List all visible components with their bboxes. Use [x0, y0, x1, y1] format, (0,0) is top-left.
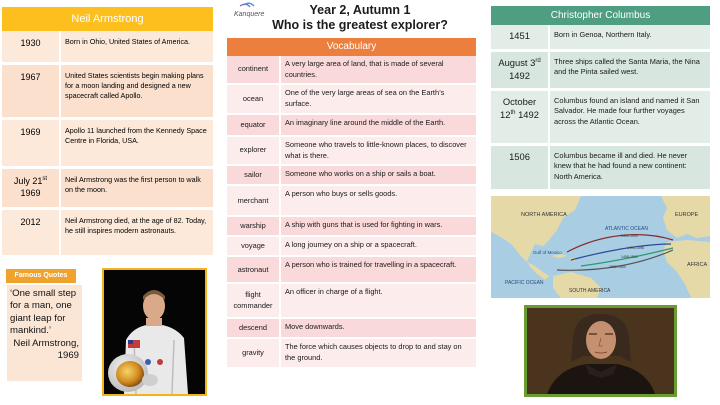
map-label-south-america: SOUTH AMERICA — [569, 288, 611, 294]
term-cell: explorer — [227, 136, 280, 165]
table-row — [227, 283, 476, 318]
definition-cell: A long journey on a ship or a spacecraft. — [280, 236, 476, 256]
map-label-pacific: PACIFIC OCEAN — [505, 280, 544, 286]
map-label-north-america: NORTH AMERICA — [521, 212, 567, 218]
armstrong-header: Neil Armstrong — [2, 7, 213, 31]
event-cell: Born in Ohio, United States of America. — [60, 31, 213, 63]
page-title — [240, 3, 480, 33]
event-cell: Columbus became ill and died. He never knew that he had found a new continent: North America. — [549, 144, 710, 190]
term-cell: descend — [227, 318, 280, 338]
term-cell: flight commander — [227, 283, 280, 318]
definition-cell: A person who is trained for travelling in a spacecraft. — [280, 256, 476, 283]
definition-cell: An imaginary line around the middle of the Earth. — [280, 114, 476, 136]
definition-cell: A very large area of land, that is made of several countries. — [280, 56, 476, 84]
year-text: August 3rd 1492 — [498, 56, 541, 82]
term-cell: merchant — [227, 185, 280, 216]
event-cell: Columbus found an island and named it San Salvador. He made four further voyages across the Atlantic Ocean. — [549, 89, 710, 144]
table-row — [2, 63, 213, 118]
vocabulary-panel — [227, 38, 476, 369]
year-cell — [491, 50, 549, 89]
event-cell: Apollo 11 launched from the Kennedy Space Centre in Florida, USA. — [60, 118, 213, 167]
definition-cell: The force which causes objects to drop to and stay on the ground. — [280, 338, 476, 367]
columbus-portrait — [524, 305, 677, 397]
title-line-1: Year 2, Autumn 1 — [309, 3, 411, 17]
table-row — [2, 31, 213, 63]
year-cell: 1930 — [2, 31, 60, 63]
map-label-atlantic: ATLANTIC OCEAN — [605, 226, 648, 232]
definition-cell: Someone who works on a ship or sails a boat. — [280, 165, 476, 185]
table-row — [227, 136, 476, 165]
map-label-voyage-4: 1502-1504 — [609, 265, 626, 269]
definition-cell: A ship with guns that is used for fighting in wars. — [280, 216, 476, 236]
year-cell: 1967 — [2, 63, 60, 118]
map-label-africa: AFRICA — [687, 262, 708, 268]
year-cell — [2, 167, 60, 208]
definition-cell: A person who buys or sells goods. — [280, 185, 476, 216]
table-row — [227, 185, 476, 216]
year-cell: 1451 — [491, 25, 549, 50]
map-label-voyage-1: 1492-1493 — [621, 234, 638, 238]
vocabulary-table — [227, 56, 476, 369]
table-row — [491, 50, 710, 89]
table-row — [491, 89, 710, 144]
term-cell: continent — [227, 56, 280, 84]
table-row — [491, 144, 710, 190]
table-row — [227, 318, 476, 338]
definition-cell: One of the very large areas of sea on the Earth’s surface. — [280, 84, 476, 113]
table-row — [227, 338, 476, 367]
event-cell: Three ships called the Santa Maria, the Nina and the Pinta sailed west. — [549, 50, 710, 89]
table-row — [491, 25, 710, 50]
vocabulary-header: Vocabulary — [227, 38, 476, 56]
table-row — [227, 114, 476, 136]
term-cell: ocean — [227, 84, 280, 113]
map-label-gulf: Gulf of Mexico — [533, 250, 562, 255]
famous-quotes-label: Famous Quotes — [6, 269, 76, 283]
quote-text: ‘One small step for a man, one giant leap for mankind.’ — [10, 288, 77, 337]
title-line-2: Who is the greatest explorer? — [272, 18, 448, 32]
columbus-table — [491, 25, 710, 192]
event-cell: United States scientists begin making plans for a moon landing and designed a new spacecraft called Apollo. — [60, 63, 213, 118]
table-row — [227, 84, 476, 113]
event-cell: Neil Armstrong was the first person to walk on the moon. — [60, 167, 213, 208]
map-label-voyage-2: 1493-1496 — [627, 246, 644, 250]
event-cell: Neil Armstrong died, at the age of 82. Today, he still inspires modern astronauts. — [60, 208, 213, 256]
table-row — [227, 56, 476, 84]
columbus-timeline — [491, 6, 710, 192]
table-row — [2, 208, 213, 256]
term-cell: gravity — [227, 338, 280, 367]
term-cell: voyage — [227, 236, 280, 256]
year-text: July 21st 1969 — [13, 175, 48, 198]
map-label-voyage-3: 1498-1500 — [621, 255, 638, 259]
famous-quote-box — [7, 285, 82, 381]
quote-author: Neil Armstrong, — [13, 337, 79, 349]
table-row — [2, 167, 213, 208]
year-cell: 1506 — [491, 144, 549, 190]
term-cell: equator — [227, 114, 280, 136]
year-cell — [491, 89, 549, 144]
table-row — [2, 118, 213, 167]
term-cell: astronaut — [227, 256, 280, 283]
year-text: October 12th 1492 — [500, 95, 539, 121]
svg-text:Kanquere: Kanquere — [234, 11, 265, 18]
definition-cell: An officer in charge of a flight. — [280, 283, 476, 318]
armstrong-table — [2, 31, 213, 258]
quote-year: 1969 — [57, 350, 79, 362]
table-row — [227, 216, 476, 236]
astronaut-photo — [102, 268, 207, 396]
year-cell: 1969 — [2, 118, 60, 167]
definition-cell: Move downwards. — [280, 318, 476, 338]
table-row — [227, 256, 476, 283]
armstrong-timeline — [2, 7, 213, 258]
term-cell: warship — [227, 216, 280, 236]
table-row — [227, 236, 476, 256]
event-cell: Born in Genoa, Northern Italy. — [549, 25, 710, 50]
columbus-header: Christopher Columbus — [491, 6, 710, 25]
definition-cell: Someone who travels to little-known places, to discover what is there. — [280, 136, 476, 165]
table-row — [227, 165, 476, 185]
map-label-europe: EUROPE — [675, 212, 699, 218]
year-cell: 2012 — [2, 208, 60, 256]
voyages-map — [491, 196, 710, 298]
term-cell: sailor — [227, 165, 280, 185]
